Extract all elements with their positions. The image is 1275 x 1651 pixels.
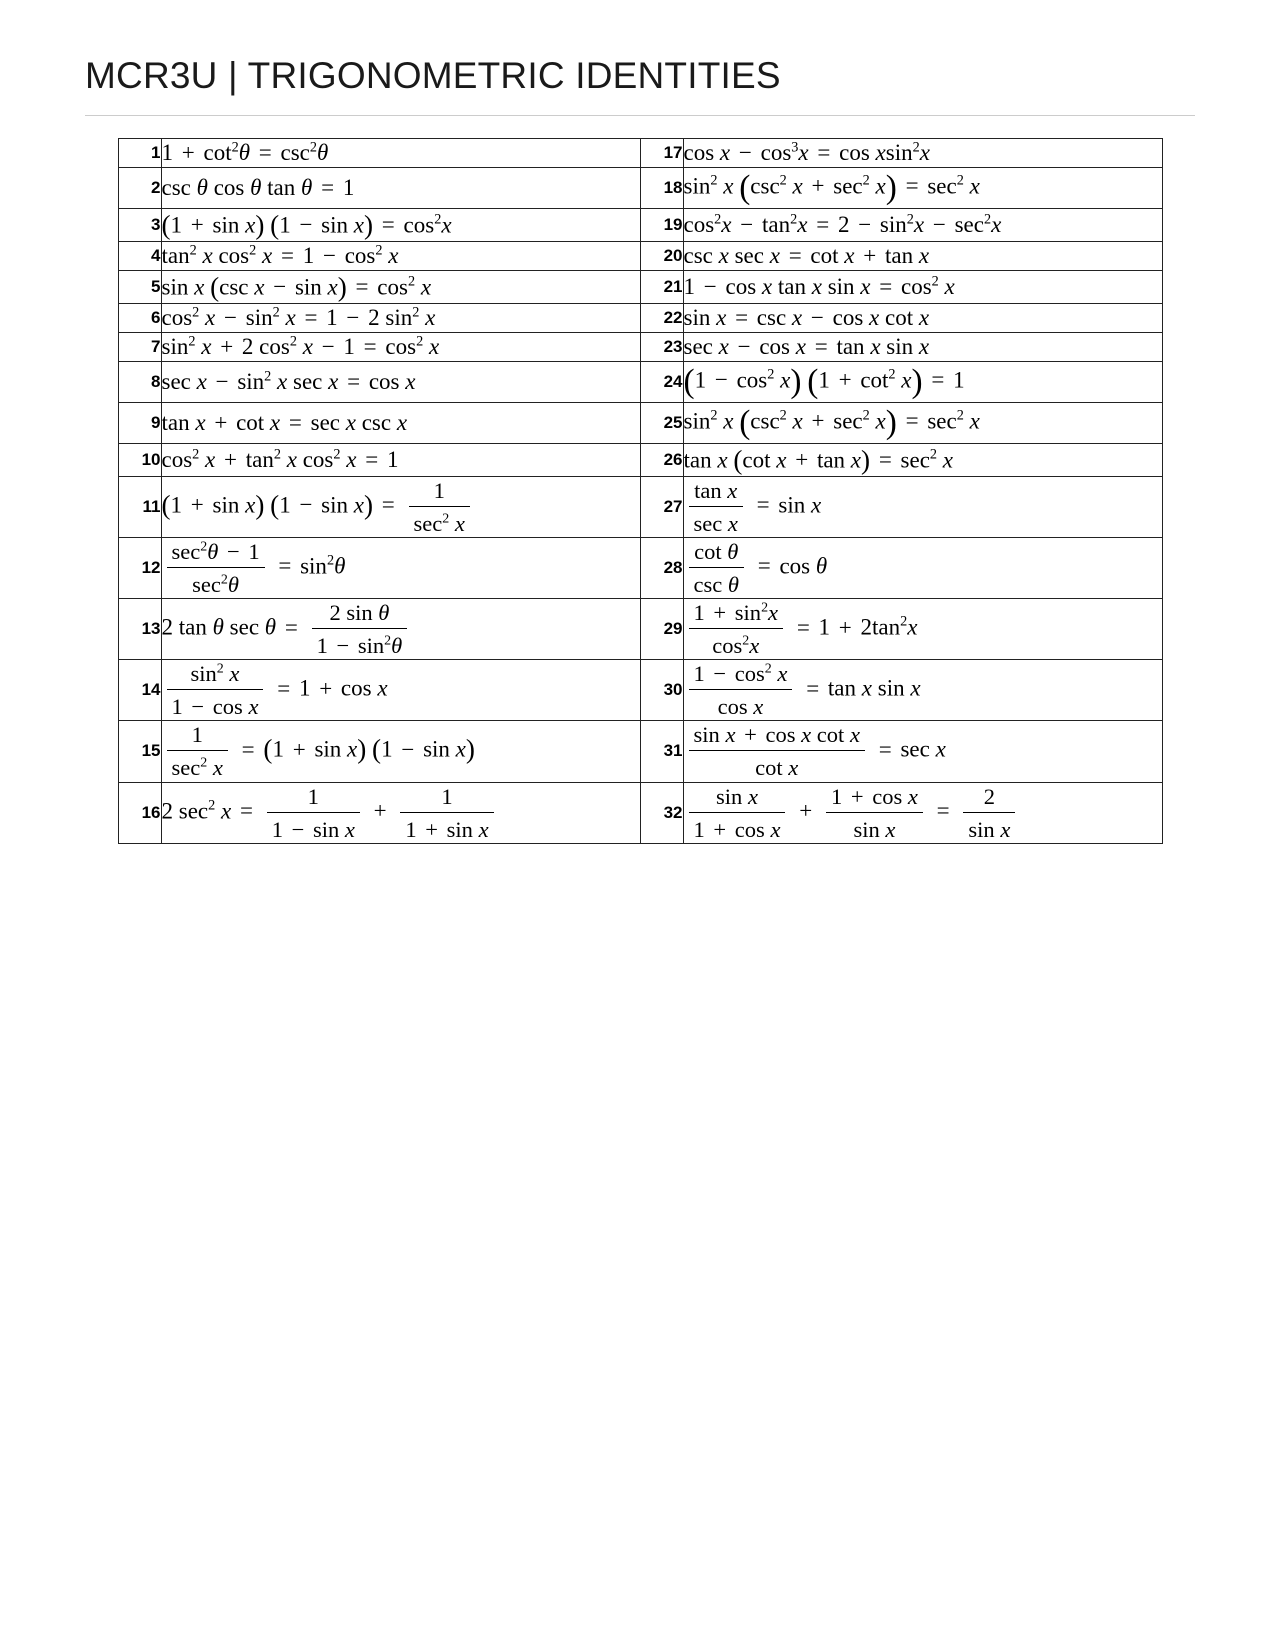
identity-expression: tan x (cot $x + \tan x) = \sec^2 x$ bbox=[683, 443, 1162, 477]
item-number: 32 bbox=[640, 782, 683, 843]
item-number: 30 bbox=[640, 660, 683, 721]
item-number: 7 bbox=[118, 332, 161, 361]
table-row bbox=[118, 139, 1162, 168]
identity-expression: csc θ cos θ tan θ = 1 bbox=[161, 167, 640, 208]
table-row bbox=[118, 304, 1162, 333]
identity-expression: tan x + cot x = sec x csc x bbox=[161, 402, 640, 443]
identity-expression: $\cos^2 x - \sin^2 x = 1 - 2$ $\sin^2 x$ bbox=[161, 304, 640, 333]
identity-expression: 2 $\sec^2 x$ = $\frac{1}{\text{1 − sin x}}$ + $\frac{1}{\text{1 + sin x}}$ bbox=[161, 782, 640, 843]
item-number: 25 bbox=[640, 402, 683, 443]
identity-expression: $\frac{1 + \sin^2x}{\cos^2x}$ = $1 + 2\tan^2x$ bbox=[683, 599, 1162, 660]
identity-expression: $\sin^2 x$ ($\csc^2$ $x + \sec^2 x) = \sec^2 x$ bbox=[683, 167, 1162, 208]
identity-expression: $\cos^2 x + \tan^2 x$ $\cos^2 x = 1$ bbox=[161, 443, 640, 477]
item-number: 9 bbox=[118, 402, 161, 443]
table-row bbox=[118, 270, 1162, 304]
identity-expression: sin x (csc $x - \sin x) = \cos^2 x$ bbox=[161, 270, 640, 304]
item-number: 24 bbox=[640, 361, 683, 402]
identity-expression: $\sec x - \sin^2 x$ sec x = cos x bbox=[161, 361, 640, 402]
item-number: 10 bbox=[118, 443, 161, 477]
title-divider bbox=[85, 115, 1195, 116]
item-number: 26 bbox=[640, 443, 683, 477]
identity-expression: $\frac{\sec^2\theta - 1}{\sec^2\theta}$ = $\sin^2\theta$ bbox=[161, 538, 640, 599]
item-number: 6 bbox=[118, 304, 161, 333]
identity-expression: $\frac{\text{tan x}}{\text{sec x}}$ = sin x bbox=[683, 477, 1162, 538]
identity-expression: $(1 - \cos^2 x)$ $(1 + \cot^2 x) = 1$ bbox=[683, 361, 1162, 402]
table-row bbox=[118, 242, 1162, 271]
identity-expression: $\sin^2 x + 2$ $\cos^2 x - 1 = \cos^2 x$ bbox=[161, 332, 640, 361]
table-row bbox=[118, 332, 1162, 361]
identity-expression: $1 + \cot^2\theta = \csc^2\theta$ bbox=[161, 139, 640, 168]
table-row bbox=[118, 402, 1162, 443]
table-row bbox=[118, 538, 1162, 599]
table-row bbox=[118, 443, 1162, 477]
identity-expression: $\tan^2 x$ $\cos^2 x = 1 - \cos^2 x$ bbox=[161, 242, 640, 271]
item-number: 8 bbox=[118, 361, 161, 402]
item-number: 28 bbox=[640, 538, 683, 599]
identity-expression: $\frac{\text{sin x}}{\text{1 + cos x}}$ + $\frac{\text{1 + cos x}}{\text{sin x}}$ = $\frac{2}{\text{sin x}}$ bbox=[683, 782, 1162, 843]
item-number: 23 bbox=[640, 332, 683, 361]
table-row bbox=[118, 782, 1162, 843]
item-number: 29 bbox=[640, 599, 683, 660]
page-title: MCR3U | TRIGONOMETRIC IDENTITIES bbox=[85, 55, 781, 96]
item-number: 1 bbox=[118, 139, 161, 168]
item-number: 22 bbox=[640, 304, 683, 333]
identity-expression: (1 + sin x) $(1 - \sin x) = \cos^2x$ bbox=[161, 208, 640, 242]
identity-expression: $\frac{1 - \cos^2 x}{\text{cos x}}$ = tan x sin x bbox=[683, 660, 1162, 721]
item-number: 17 bbox=[640, 139, 683, 168]
identity-expression: csc x sec x = cot x + tan x bbox=[683, 242, 1162, 271]
identity-expression: $\sin^2 x$ ($\csc^2$ $x + \sec^2 x) = \sec^2 x$ bbox=[683, 402, 1162, 443]
table-row bbox=[118, 599, 1162, 660]
table-row bbox=[118, 721, 1162, 782]
item-number: 11 bbox=[118, 477, 161, 538]
item-number: 14 bbox=[118, 660, 161, 721]
table-row bbox=[118, 361, 1162, 402]
item-number: 15 bbox=[118, 721, 161, 782]
table-row bbox=[118, 660, 1162, 721]
item-number: 21 bbox=[640, 270, 683, 304]
table-row bbox=[118, 167, 1162, 208]
item-number: 27 bbox=[640, 477, 683, 538]
identity-expression: $\frac{1}{\sec^2 x}$ = (1 + sin x) (1 − sin x) bbox=[161, 721, 640, 782]
identity-expression: (1 + sin x) (1 − sin x) = $\frac{1}{\sec^2 x}$ bbox=[161, 477, 640, 538]
item-number: 12 bbox=[118, 538, 161, 599]
identity-expression: sec x − cos x = tan x sin x bbox=[683, 332, 1162, 361]
identity-expression: $\cos x - \cos^3x = \cos xsin^2x$ bbox=[683, 139, 1162, 168]
item-number: 18 bbox=[640, 167, 683, 208]
identity-expression: $\frac{\sin^2 x}{\text{1 − cos x}}$ = 1 + cos x bbox=[161, 660, 640, 721]
table-row bbox=[118, 208, 1162, 242]
item-number: 16 bbox=[118, 782, 161, 843]
identity-expression: 1 − cos x tan x $\sin x = \cos^2 x$ bbox=[683, 270, 1162, 304]
item-number: 19 bbox=[640, 208, 683, 242]
identity-expression: $\cos^2x - \tan^2x = 2 - \sin^2x - \sec^2x$ bbox=[683, 208, 1162, 242]
identity-expression: $\frac{\text{sin x + cos x cot x}}{\text{cot x}}$ = sec x bbox=[683, 721, 1162, 782]
item-number: 3 bbox=[118, 208, 161, 242]
table-row bbox=[118, 477, 1162, 538]
item-number: 4 bbox=[118, 242, 161, 271]
item-number: 13 bbox=[118, 599, 161, 660]
identities-table bbox=[118, 138, 1163, 844]
item-number: 5 bbox=[118, 270, 161, 304]
identity-expression: 2 tan θ sec θ = $\frac{\text{2 sin θ}}{1 - \sin^2\theta}$ bbox=[161, 599, 640, 660]
item-number: 31 bbox=[640, 721, 683, 782]
identity-expression: sin x = csc x − cos x cot x bbox=[683, 304, 1162, 333]
item-number: 2 bbox=[118, 167, 161, 208]
identity-expression: $\frac{\text{cot θ}}{\text{csc θ}}$ = cos θ bbox=[683, 538, 1162, 599]
item-number: 20 bbox=[640, 242, 683, 271]
